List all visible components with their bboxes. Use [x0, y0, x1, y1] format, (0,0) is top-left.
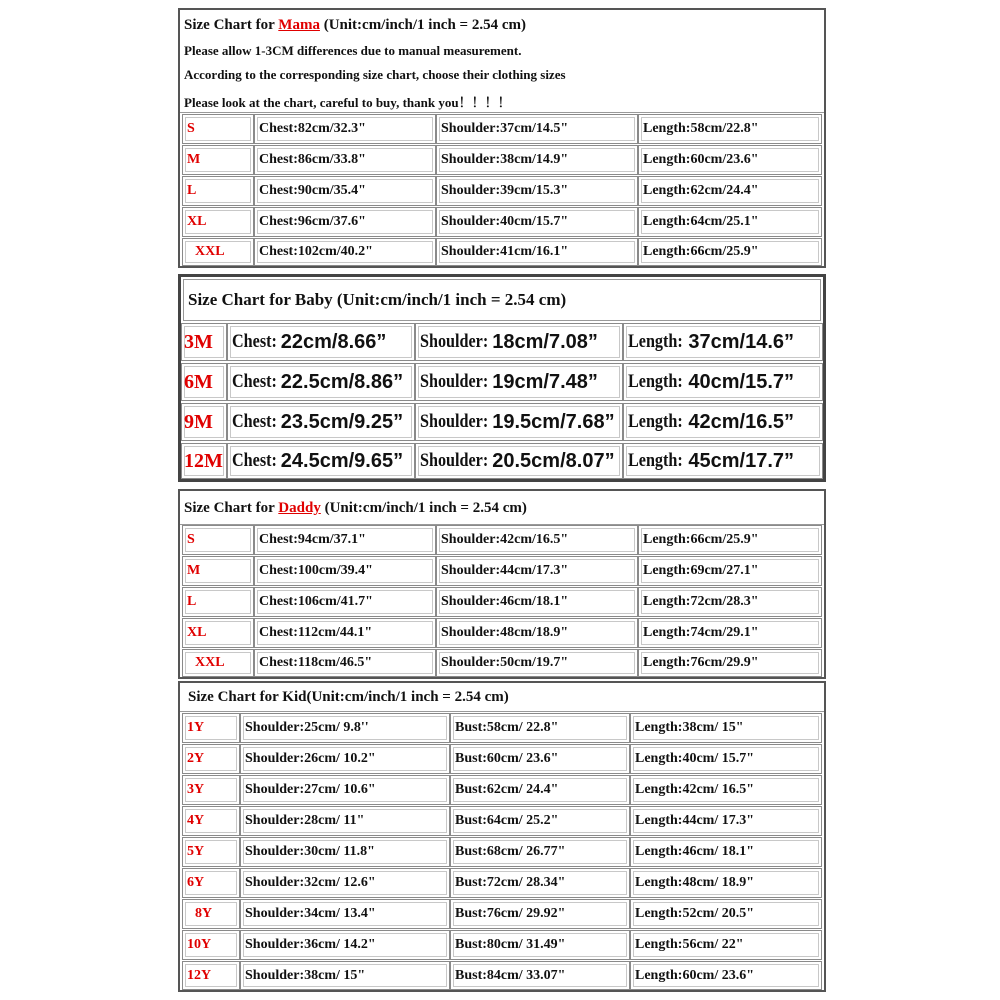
daddy-name: Daddy: [278, 500, 321, 516]
length-cell: Length:72cm/28.3": [638, 587, 822, 617]
length-cell: Length:56cm/ 22": [630, 930, 822, 960]
mama-note-1: Please allow 1-3CM differences due to manual measurement.: [184, 43, 522, 58]
mama-header: [180, 10, 824, 113]
shoulder-cell: Shoulder:38cm/ 15": [240, 961, 450, 990]
length-cell: Length:58cm/22.8": [638, 114, 822, 144]
mama-name: Mama: [278, 17, 320, 33]
chest-cell: Chest:100cm/39.4": [254, 556, 436, 586]
length-cell: Length:42cm/ 16.5": [630, 775, 822, 805]
length-cell: Length:60cm/ 23.6": [630, 961, 822, 990]
bust-cell: Bust:64cm/ 25.2": [450, 806, 630, 836]
table-row: [180, 806, 824, 836]
table-row: [180, 649, 824, 677]
bust-cell: Bust:72cm/ 28.34": [450, 868, 630, 898]
length-cell: Length: 37cm/14.6”: [623, 323, 823, 361]
table-row: [180, 587, 824, 617]
shoulder-cell: Shoulder: 19.5cm/7.68”: [415, 403, 623, 441]
daddy-size-chart: [178, 489, 826, 679]
length-cell: Length:60cm/23.6": [638, 145, 822, 175]
chest-cell: Chest:86cm/33.8": [254, 145, 436, 175]
bust-cell: Bust:62cm/ 24.4": [450, 775, 630, 805]
length-cell: Length:69cm/27.1": [638, 556, 822, 586]
chest-cell: Chest: 22cm/8.66”: [227, 323, 415, 361]
shoulder-cell: Shoulder:42cm/16.5": [436, 525, 638, 555]
table-row: [180, 556, 824, 586]
shoulder-cell: Shoulder:27cm/ 10.6": [240, 775, 450, 805]
shoulder-cell: Shoulder:26cm/ 10.2": [240, 744, 450, 774]
mama-size-chart: [178, 8, 826, 268]
length-cell: Length:48cm/ 18.9": [630, 868, 822, 898]
chest-cell: Chest:102cm/40.2": [254, 238, 436, 266]
table-row: [180, 176, 824, 206]
size-label: 2Y: [182, 744, 240, 774]
length-cell: Length:76cm/29.9": [638, 649, 822, 677]
shoulder-cell: Shoulder:39cm/15.3": [436, 176, 638, 206]
chest-cell: Chest:118cm/46.5": [254, 649, 436, 677]
size-label: 3M: [181, 323, 227, 361]
size-label: 3Y: [182, 775, 240, 805]
chest-cell: Chest: 22.5cm/8.86”: [227, 363, 415, 401]
chest-cell: Chest: 23.5cm/9.25”: [227, 403, 415, 441]
bust-cell: Bust:84cm/ 33.07": [450, 961, 630, 990]
length-cell: Length:64cm/25.1": [638, 207, 822, 237]
size-label: XL: [182, 207, 254, 237]
chest-cell: Chest:112cm/44.1": [254, 618, 436, 648]
length-cell: Length:66cm/25.9": [638, 525, 822, 555]
table-row: [180, 713, 824, 743]
bust-cell: Bust:68cm/ 26.77": [450, 837, 630, 867]
shoulder-cell: Shoulder:40cm/15.7": [436, 207, 638, 237]
table-row: [180, 238, 824, 266]
length-cell: Length:40cm/ 15.7": [630, 744, 822, 774]
length-cell: Length: 42cm/16.5”: [623, 403, 823, 441]
table-row: [180, 899, 824, 929]
size-label: XXL: [182, 649, 254, 677]
mama-title: Size Chart for Mama (Unit:cm/inch/1 inch = 2.54 cm): [184, 17, 526, 33]
shoulder-cell: Shoulder: 19cm/7.48”: [415, 363, 623, 401]
size-label: S: [182, 525, 254, 555]
table-row: [181, 403, 823, 441]
size-label: M: [182, 145, 254, 175]
shoulder-cell: Shoulder: 18cm/7.08”: [415, 323, 623, 361]
kid-header: [180, 683, 824, 712]
mama-note-3: Please look at the chart, careful to buy, thank you！！！！: [184, 95, 511, 110]
length-cell: Length:62cm/24.4": [638, 176, 822, 206]
chest-cell: Chest:94cm/37.1": [254, 525, 436, 555]
shoulder-cell: Shoulder:41cm/16.1": [436, 238, 638, 266]
shoulder-cell: Shoulder:37cm/14.5": [436, 114, 638, 144]
size-label: 1Y: [182, 713, 240, 743]
chest-cell: Chest:106cm/41.7": [254, 587, 436, 617]
size-label: 5Y: [182, 837, 240, 867]
size-label: S: [182, 114, 254, 144]
bust-cell: Bust:58cm/ 22.8": [450, 713, 630, 743]
baby-title: Size Chart for Baby (Unit:cm/inch/1 inch = 2.54 cm): [188, 290, 567, 309]
table-row: [180, 930, 824, 960]
size-label: M: [182, 556, 254, 586]
shoulder-cell: Shoulder:48cm/18.9": [436, 618, 638, 648]
daddy-title: Size Chart for Daddy (Unit:cm/inch/1 inch = 2.54 cm): [184, 500, 527, 516]
size-label: 6Y: [182, 868, 240, 898]
table-row: [180, 837, 824, 867]
chest-cell: Chest:96cm/37.6": [254, 207, 436, 237]
kid-title: Size Chart for Kid(Unit:cm/inch/1 inch = 2.54 cm): [188, 689, 509, 705]
size-label: 10Y: [182, 930, 240, 960]
length-cell: Length: 40cm/15.7”: [623, 363, 823, 401]
size-label: 9M: [181, 403, 227, 441]
table-row: [180, 868, 824, 898]
shoulder-cell: Shoulder: 20.5cm/8.07”: [415, 443, 623, 479]
length-cell: Length:44cm/ 17.3": [630, 806, 822, 836]
shoulder-cell: Shoulder:36cm/ 14.2": [240, 930, 450, 960]
bust-cell: Bust:76cm/ 29.92": [450, 899, 630, 929]
shoulder-cell: Shoulder:25cm/ 9.8'': [240, 713, 450, 743]
table-row: [180, 775, 824, 805]
shoulder-cell: Shoulder:28cm/ 11": [240, 806, 450, 836]
chest-cell: Chest:90cm/35.4": [254, 176, 436, 206]
shoulder-cell: Shoulder:32cm/ 12.6": [240, 868, 450, 898]
length-cell: Length:38cm/ 15": [630, 713, 822, 743]
bust-cell: Bust:60cm/ 23.6": [450, 744, 630, 774]
size-label: 8Y: [182, 899, 240, 929]
chest-cell: Chest:82cm/32.3": [254, 114, 436, 144]
size-label: XXL: [182, 238, 254, 266]
shoulder-cell: Shoulder:46cm/18.1": [436, 587, 638, 617]
daddy-header: [180, 491, 824, 525]
table-row: [180, 114, 824, 144]
table-row: [181, 443, 823, 479]
size-label: L: [182, 176, 254, 206]
shoulder-cell: Shoulder:34cm/ 13.4": [240, 899, 450, 929]
table-row: [180, 145, 824, 175]
length-cell: Length:46cm/ 18.1": [630, 837, 822, 867]
kid-size-chart: [178, 681, 826, 992]
table-row: [180, 525, 824, 555]
size-label: 12M: [181, 443, 227, 479]
size-label: 4Y: [182, 806, 240, 836]
baby-header: [183, 279, 821, 321]
shoulder-cell: Shoulder:30cm/ 11.8": [240, 837, 450, 867]
bust-cell: Bust:80cm/ 31.49": [450, 930, 630, 960]
length-cell: Length:66cm/25.9": [638, 238, 822, 266]
shoulder-cell: Shoulder:38cm/14.9": [436, 145, 638, 175]
table-row: [180, 961, 824, 990]
mama-note-2: According to the corresponding size chart, choose their clothing sizes: [184, 67, 566, 82]
table-row: [180, 618, 824, 648]
shoulder-cell: Shoulder:50cm/19.7": [436, 649, 638, 677]
length-cell: Length:74cm/29.1": [638, 618, 822, 648]
table-row: [180, 207, 824, 237]
size-label: 12Y: [182, 961, 240, 990]
chest-cell: Chest: 24.5cm/9.65”: [227, 443, 415, 479]
length-cell: Length: 45cm/17.7”: [623, 443, 823, 479]
length-cell: Length:52cm/ 20.5": [630, 899, 822, 929]
table-row: [180, 744, 824, 774]
size-label: XL: [182, 618, 254, 648]
baby-size-chart: [178, 274, 826, 482]
size-label: 6M: [181, 363, 227, 401]
table-row: [181, 323, 823, 361]
shoulder-cell: Shoulder:44cm/17.3": [436, 556, 638, 586]
table-row: [181, 363, 823, 401]
size-label: L: [182, 587, 254, 617]
